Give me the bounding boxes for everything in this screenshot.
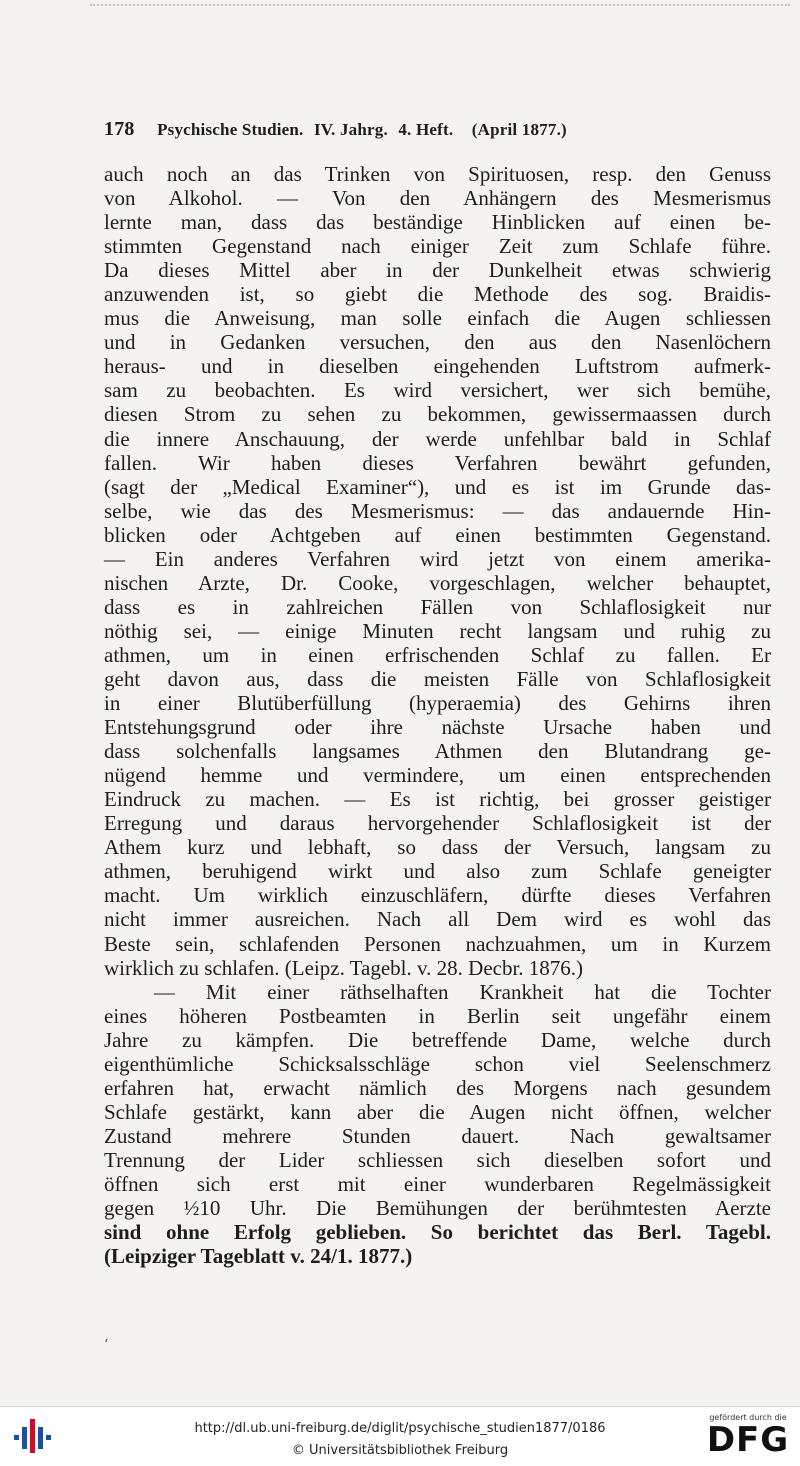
text-line: anzuwenden ist, so giebt die Methode des sog. Braidis- bbox=[104, 282, 771, 307]
university-library-logo-icon[interactable] bbox=[10, 1415, 54, 1457]
text-line: lernte man, dass das beständige Hinblicken auf einen be- bbox=[104, 210, 771, 235]
text-line: wirklich zu schlafen. (Leipz. Tagebl. v. 28. Decbr. 1876.) bbox=[104, 955, 584, 980]
text-line: geht davon aus, dass die meisten Fälle von Schlaflosigkeit bbox=[104, 666, 771, 691]
viewer-footer bbox=[0, 1406, 800, 1466]
journal-volume: IV. Jahrg. bbox=[313, 120, 388, 139]
text-line: blicken oder Achtgeben auf einen bestimmten Gegenstand. bbox=[104, 522, 771, 547]
text-line: erfahren hat, erwacht nämlich des Morgens nach gesundem bbox=[104, 1075, 771, 1100]
scan-stray-mark: ʻ bbox=[104, 1337, 109, 1353]
article-text bbox=[104, 162, 771, 1268]
text-line: diesen Strom zu sehen zu bekommen, gewissermaassen durch bbox=[104, 402, 771, 427]
text-line: Zustand mehrere Stunden dauert. Nach gewaltsamer bbox=[104, 1123, 771, 1148]
text-line: Erregung und daraus hervorgehender Schlaflosigkeit ist der bbox=[104, 811, 771, 836]
text-line: sind ohne Erfolg geblieben. So berichtet das Berl. Tagebl. bbox=[104, 1220, 771, 1245]
dfg-logo[interactable] bbox=[702, 1411, 794, 1463]
text-line: gegen ½10 Uhr. Die Bemühungen der berühmtesten Aerzte bbox=[104, 1196, 771, 1221]
text-line: selbe, wie das des Mesmerismus: — das andauernde Hin- bbox=[104, 498, 771, 523]
text-line: stimmten Gegenstand nach einiger Zeit zum Schlafe führe. bbox=[104, 234, 771, 259]
text-line: dass solchenfalls langsames Athmen den Blutandrang ge- bbox=[104, 739, 771, 764]
dfg-wordmark: DFG bbox=[706, 1420, 790, 1460]
permalink-url[interactable]: http://dl.ub.uni-freiburg.de/diglit/psychische_studien1877/0186 bbox=[194, 1421, 606, 1436]
text-line: athmen, um in einen erfrischenden Schlaf zu fallen. Er bbox=[104, 642, 771, 667]
text-line: nöthig sei, — einige Minuten recht langsam und ruhig zu bbox=[104, 618, 771, 643]
text-line: Trennung der Lider schliessen sich dieselben sofort und bbox=[104, 1147, 771, 1172]
text-line: — Mit einer räthselhaften Krankheit hat die Tochter bbox=[154, 979, 771, 1004]
text-line: auch noch an das Trinken von Spirituosen, resp. den Genuss bbox=[104, 162, 771, 186]
text-line: fallen. Wir haben dieses Verfahren bewährt gefunden, bbox=[104, 450, 771, 475]
text-line: Da dieses Mittel aber in der Dunkelheit etwas schwierig bbox=[104, 258, 771, 283]
copyright-notice: © Universitätsbibliothek Freiburg bbox=[291, 1443, 509, 1458]
text-line: macht. Um wirklich einzuschläfern, dürfte dieses Verfahren bbox=[104, 883, 771, 908]
text-line: Entstehungsgrund oder ihre nächste Ursache haben und bbox=[104, 715, 771, 740]
text-line: Schlafe gestärkt, kann aber die Augen nicht öffnen, welcher bbox=[104, 1099, 771, 1124]
text-line: (Leipziger Tageblatt v. 24/1. 1877.) bbox=[104, 1244, 413, 1269]
text-line: nicht immer ausreichen. Nach all Dem wird es wohl das bbox=[104, 907, 771, 932]
text-line: sam zu beobachten. Es wird versichert, wer sich bemühe, bbox=[104, 378, 771, 403]
text-line: nischen Arzte, Dr. Cooke, vorgeschlagen, welcher behauptet, bbox=[104, 570, 771, 595]
text-line: öffnen sich erst mit einer wunderbaren Regelmässigkeit bbox=[104, 1171, 771, 1196]
text-line: in einer Blutüberfüllung (hyperaemia) des Gehirns ihren bbox=[104, 691, 771, 716]
journal-issue: 4. Heft. bbox=[398, 120, 454, 139]
text-line: eigenthümliche Schicksalsschläge schon viel Seelenschmerz bbox=[104, 1051, 771, 1076]
text-line: mus die Anweisung, man solle einfach die Augen schliessen bbox=[104, 306, 771, 331]
text-line: nügend hemme und vermindere, um einen entsprechenden bbox=[104, 763, 771, 788]
journal-title: Psychische Studien. bbox=[157, 120, 304, 139]
journal-date: (April 1877.) bbox=[471, 120, 567, 139]
text-line: heraus- und in dieselben eingehenden Luftstrom aufmerk- bbox=[104, 354, 771, 379]
text-line: Eindruck zu machen. — Es ist richtig, bei grosser geistiger bbox=[104, 787, 771, 812]
page-header bbox=[104, 118, 684, 144]
text-line: — Ein anderes Verfahren wird jetzt von einem amerika- bbox=[104, 546, 771, 571]
text-line: (sagt der „Medical Examiner“), und es ist im Grunde das- bbox=[104, 474, 771, 499]
text-line: Beste sein, schlafenden Personen nachzuahmen, um in Kurzem bbox=[104, 931, 771, 956]
text-line: die innere Anschauung, der werde unfehlbar bald in Schlaf bbox=[104, 426, 771, 451]
text-line: dass es in zahlreichen Fällen von Schlaflosigkeit nur bbox=[104, 594, 771, 619]
text-line: Jahre zu kämpfen. Die betreffende Dame, welche durch bbox=[104, 1027, 771, 1052]
scan-edge-noise bbox=[90, 4, 790, 16]
text-line: und in Gedanken versuchen, den aus den Nasenlöchern bbox=[104, 330, 771, 355]
text-line: athmen, beruhigend wirkt und also zum Schlafe geneigter bbox=[104, 859, 771, 884]
page-number: 178 bbox=[104, 118, 135, 140]
text-line: von Alkohol. — Von den Anhängern des Mesmerismus bbox=[104, 186, 771, 211]
text-line: eines höheren Postbeamten in Berlin seit ungefähr einem bbox=[104, 1003, 771, 1028]
dfg-funding-text: gefördert durch die bbox=[709, 1413, 787, 1422]
text-line: Athem kurz und lebhaft, so dass der Versuch, langsam zu bbox=[104, 835, 771, 860]
